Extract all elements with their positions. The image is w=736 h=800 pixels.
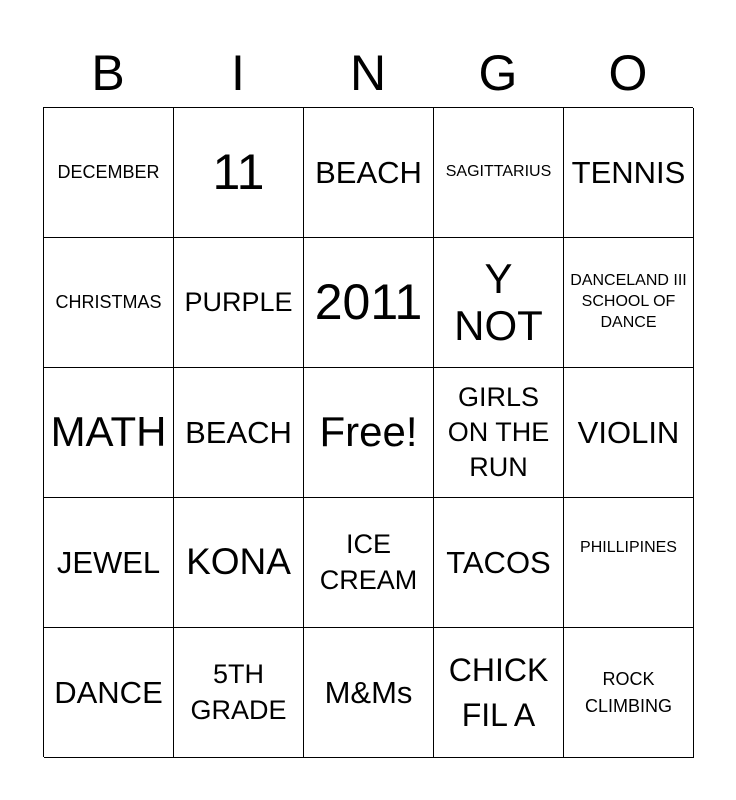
bingo-cell-r1-c3[interactable] (304, 108, 434, 238)
cell-label: TACOS (446, 544, 551, 580)
cell-label: DECEMBER (57, 161, 160, 182)
bingo-cell-r5-c1[interactable] (44, 628, 174, 758)
bingo-cell-r5-c2[interactable] (174, 628, 304, 758)
cell-label: 11 (212, 144, 265, 200)
bingo-cell-r4-c4[interactable] (434, 498, 564, 628)
cell-label: 5TH GRADE (190, 659, 287, 725)
bingo-cell-r2-c1[interactable] (44, 238, 174, 368)
cell-label: 2011 (314, 274, 423, 330)
cell-label: TENNIS (571, 154, 686, 190)
cell-label: KONA (186, 541, 291, 583)
bingo-cell-r2-c4[interactable] (434, 238, 564, 368)
bingo-cell-r2-c5[interactable] (564, 238, 694, 368)
header-letter-i: I (231, 45, 245, 101)
cell-label: ICE CREAM (319, 529, 418, 595)
bingo-cell-r4-c5[interactable] (564, 498, 694, 628)
cell-label: VIOLIN (577, 414, 680, 450)
header-letter-o: O (608, 45, 648, 101)
cell-label: CHICK FIL A (448, 652, 549, 733)
bingo-header (43, 40, 693, 106)
bingo-cell-r3-c2[interactable] (174, 368, 304, 498)
cell-label: BEACH (315, 154, 422, 190)
cell-label: M&Ms (324, 674, 413, 710)
cell-label: PHILLIPINES (580, 539, 677, 556)
bingo-cell-r1-c5[interactable] (564, 108, 694, 238)
cell-label: BEACH (185, 414, 292, 450)
bingo-cell-r5-c4[interactable] (434, 628, 564, 758)
header-letter-b: B (91, 45, 125, 101)
cell-label: JEWEL (56, 544, 161, 580)
cell-label: ROCK CLIMBING (584, 669, 672, 716)
cell-label: GIRLS ON THE RUN (447, 381, 550, 483)
bingo-cell-r2-c3[interactable] (304, 238, 434, 368)
free-space-label: Free! (319, 408, 418, 456)
header-letter-n: N (349, 45, 387, 101)
bingo-cell-r3-c5[interactable] (564, 368, 694, 498)
bingo-cell-r1-c1[interactable] (44, 108, 174, 238)
bingo-cell-r4-c1[interactable] (44, 498, 174, 628)
cell-label: SAGITTARIUS (445, 163, 552, 181)
cell-label: PURPLE (184, 286, 293, 317)
bingo-cell-r2-c2[interactable] (174, 238, 304, 368)
bingo-cell-r1-c4[interactable] (434, 108, 564, 238)
cell-label: DANCE (54, 674, 163, 710)
bingo-cell-r1-c2[interactable] (174, 108, 304, 238)
bingo-cell-r3-c4[interactable] (434, 368, 564, 498)
bingo-cell-r5-c5[interactable] (564, 628, 694, 758)
cell-label: Y NOT (454, 255, 543, 349)
bingo-cell-r4-c3[interactable] (304, 498, 434, 628)
bingo-cell-r3-c1[interactable] (44, 368, 174, 498)
bingo-board (43, 107, 693, 757)
cell-label: DANCELAND III SCHOOL OF DANCE (570, 272, 687, 331)
bingo-cell-r4-c2[interactable] (174, 498, 304, 628)
cell-label: MATH (50, 408, 167, 456)
cell-label: CHRISTMAS (55, 291, 162, 312)
bingo-cell-r5-c3[interactable] (304, 628, 434, 758)
header-letter-g: G (478, 45, 518, 101)
bingo-cell-free-space[interactable] (304, 368, 434, 498)
